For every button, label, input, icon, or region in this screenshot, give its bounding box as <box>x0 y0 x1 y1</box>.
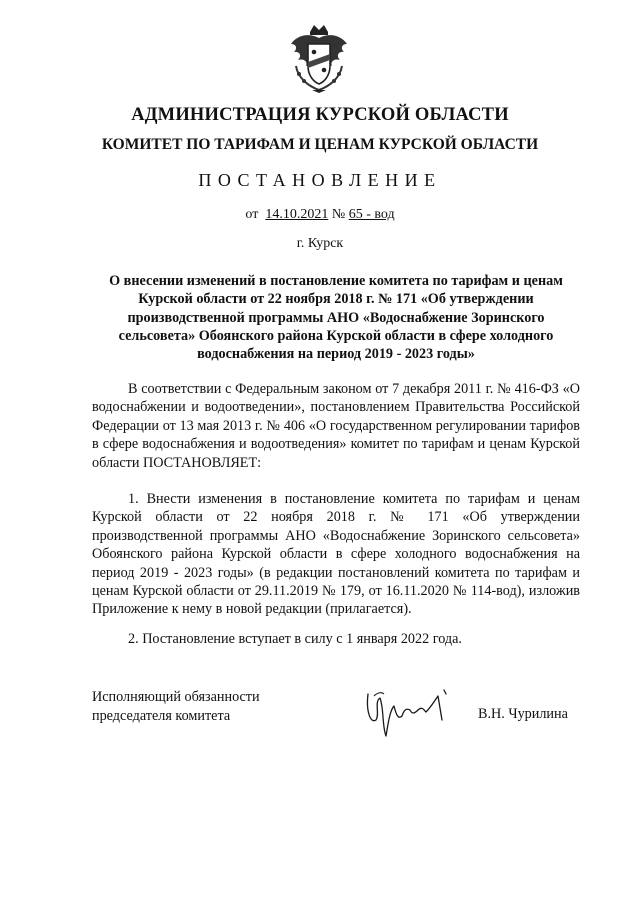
number-prefix: № <box>331 207 346 222</box>
position-line-1: Исполняющий обязанности <box>92 689 260 705</box>
preamble-paragraph: В соответствии с Федеральным законом от 7 декабря 2011 г. № 416-ФЗ «О водоснабжении и водоотведении», постановлением Правительства Российской Федерации от 13 мая 2013 г. № 406 «О государственном регулировании тарифов в сфере водоснабжения и водоотведения» комитет по тарифам и ценам Курской области ПОСТАНОВЛЯЕТ: <box>92 381 580 471</box>
coat-of-arms-icon <box>288 22 350 94</box>
item-2-paragraph: 2. Постановление вступает в силу с 1 января 2022 года. <box>128 631 462 647</box>
document-date: 14.10.2021 <box>265 207 329 222</box>
handwritten-signature-icon <box>360 680 460 742</box>
document-subject: О внесении изменений в постановление комитета по тарифам и ценам Курской области от 22 ноября 2018 г. № 171 «Об утверждении производственной программы АНО «Водоснабжение Зоринского сельсовета» Обоянского района Курской области в сфере холодного водоснабжения на период 2019 - 2023 годы» <box>109 273 563 363</box>
date-prefix: от <box>245 207 259 222</box>
position-line-2: председателя комитета <box>92 708 231 724</box>
signatory-position <box>92 688 260 726</box>
organization-title: АДМИНИСТРАЦИЯ КУРСКОЙ ОБЛАСТИ <box>131 105 509 125</box>
item-1-paragraph: 1. Внести изменения в постановление комитета по тарифам и ценам Курской области от 22 ноября 2018 г. № 171 «Об утверждении производственной программы АНО «Водоснабжение Зоринского сельсовета» Обоянского района Курской области в сфере холодного водоснабжения на период 2019 - 2023 годы» (в редакции постановлений комитета по тарифам и ценам Курской области от 29.11.2019 № 179, от 16.11.2020 № 114-вод), изложив Приложение к нему в новой редакции (прилагается). <box>92 491 580 618</box>
signatory-name: В.Н. Чурилина <box>478 706 568 722</box>
date-line <box>0 207 640 223</box>
document-number: 65 - вод <box>348 207 395 222</box>
document-type: ПОСТАНОВЛЕНИЕ <box>198 170 442 190</box>
city-line: г. Курск <box>296 236 344 251</box>
committee-title: КОМИТЕТ ПО ТАРИФАМ И ЦЕНАМ КУРСКОЙ ОБЛАСТИ <box>101 136 539 153</box>
